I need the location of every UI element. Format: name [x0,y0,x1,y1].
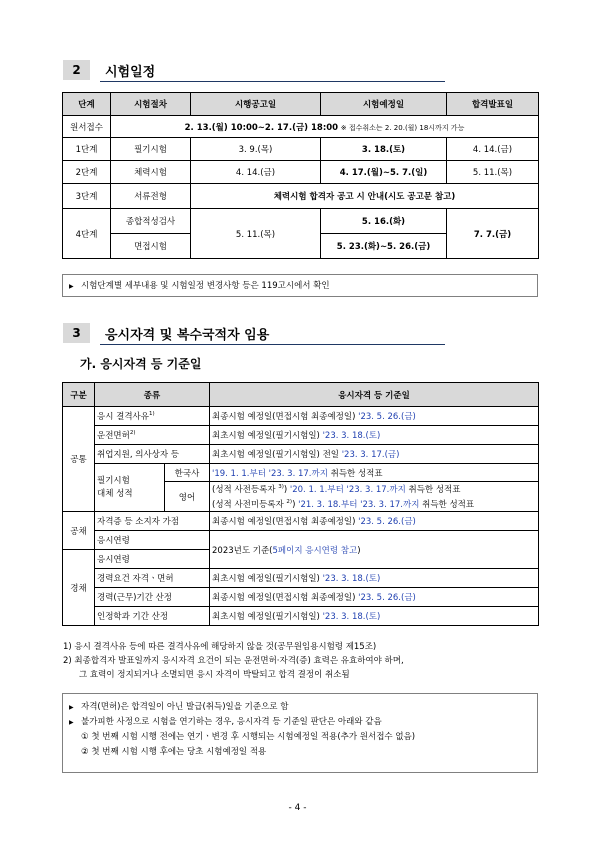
triangle-right-icon: ▶ [69,704,74,711]
base-text: ) [283,485,290,496]
base-text: 2023년도 기준( [212,545,273,556]
result-date: 5. 11.(목) [447,161,539,184]
exam-date: 3. 18.(토) [321,138,447,161]
footnote-ref: 2) [129,430,136,437]
category-open: 공채 [63,512,95,550]
note-item [69,715,415,730]
footnote-ref: 2) [286,498,293,505]
footnote-2: 2) 최종합격자 발표일까지 응시자격 요건이 되는 운전면허·자격(증) 효력은 유효하여야 하며, [63,656,404,666]
base-date: '23. 3. 18.(토) [322,612,381,622]
kind-cell [95,426,210,445]
triangle-right-icon: ▶ [69,283,74,290]
base-date: '20. 1. 1.부터 '23. 3. 17.까지 [289,485,406,496]
subkind-english: 영어 [165,482,210,512]
application-cancel-note: ※ 접수취소는 2. 20.(월) 18시까지 가능 [340,123,465,132]
schedule-note-box [62,274,538,297]
exam-date: 5. 16.(화) [321,209,447,234]
base-date-cell [210,497,539,512]
base-date-cell [210,426,539,445]
notice-date: 5. 11.(목) [191,209,321,259]
subsection-title: 가. 응시자격 등 기준일 [80,357,202,371]
base-text: ) [292,499,299,510]
notice-date: 3. 9.(목) [191,138,321,161]
category-common: 공통 [63,407,95,512]
eligibility-notes-box [62,693,538,773]
base-text: 취득한 성적표 [419,499,475,510]
kind-label: 필기시험 [97,475,130,486]
stage-cell: 2단계 [63,161,111,184]
base-date: '23. 5. 26.(금) [358,412,416,422]
eligibility-table [62,382,539,626]
document-screening-note: 체력시험 합격자 공고 시 안내(시도 공고문 참고) [191,184,539,209]
kind-cell: 인정학과 기간 산정 [95,607,210,626]
section-2-header [63,60,445,82]
age-reference: 5페이지 응시연령 참고 [272,545,358,556]
base-text: 최초시험 예정일(필기시험일) [212,574,323,584]
footnote-1: 1) 응시 결격사유 등에 따른 결격사유에 해당하지 않을 것(공무원임용시험령 제15조) [63,642,377,652]
base-date: '23. 3. 17.(금) [341,450,400,460]
base-date-cell [210,482,539,497]
base-date: '19. 1. 1.부터 '23. 3. 17.까지 [212,468,328,479]
section-rule [100,344,445,345]
note-text: 자격(면허)은 합격일이 아닌 발급(취득)일을 기준으로 함 [81,702,289,712]
base-text: 최종시험 예정일(면접시험 최종예정일) [212,517,359,527]
note-item [69,700,415,715]
procedure-cell: 종합적성검사 [111,209,191,234]
base-text: 취득한 성적표 [405,485,461,496]
category-career: 경채 [63,550,95,626]
kind-cell: 응시연령 [95,531,210,550]
section-title: 시험일정 [105,65,156,80]
base-text: 최초시험 예정일(필기시험일) [212,612,323,622]
kind-label: 응시 결격사유 [97,412,149,422]
base-text: (성적 사전미등록자 [212,499,287,510]
base-date-cell [210,512,539,531]
age-base-cell [210,531,539,569]
base-text: 취득한 성적표 [327,468,383,479]
base-text: 최종시험 예정일(면접시험 최종예정일) [212,593,359,603]
application-dates: 2. 13.(월) 10:00∼2. 17.(금) 18:00 [184,122,339,133]
col-header: 시험절차 [111,93,191,116]
col-header: 합격발표일 [447,93,539,116]
exam-date: 5. 23.(화)∼5. 26.(금) [321,234,447,259]
base-date: '23. 3. 18.(토) [322,431,381,441]
kind-label: 운전면허 [97,431,130,441]
kind-cell-alt-score [95,464,165,512]
section-3-header [63,323,445,345]
footnote-ref: 3) [278,484,284,491]
col-header: 시행공고일 [191,93,321,116]
procedure-cell: 면접시험 [111,234,191,259]
result-date: 4. 14.(금) [447,138,539,161]
kind-cell: 경력(근무)기간 산정 [95,588,210,607]
section-number: 3 [63,323,90,343]
subkind-korean-history: 한국사 [165,464,210,482]
stage-cell: 원서접수 [63,116,111,138]
base-date-cell [210,464,539,482]
base-date: '23. 3. 18.(토) [322,574,381,584]
base-text: (성적 사전등록자 [212,485,279,496]
schedule-table [62,92,539,259]
procedure-cell: 필기시험 [111,138,191,161]
base-date: '23. 5. 26.(금) [358,517,416,527]
col-header: 시험예정일 [321,93,447,116]
kind-label: 대체 성적 [97,488,133,499]
triangle-right-icon: ▶ [69,719,74,726]
stage-cell: 3단계 [63,184,111,209]
base-date-cell [210,607,539,626]
stage-cell: 1단계 [63,138,111,161]
procedure-cell: 체력시험 [111,161,191,184]
base-text: 최초시험 예정일(필기시험일) 전일 [212,450,342,460]
kind-cell: 취업지원, 의사상자 등 [95,445,210,464]
footnote-2-cont: 그 효력이 정지되거나 소멸되면 응시 자격이 박탈되고 합격 결정이 취소됨 [79,670,350,680]
col-header: 구분 [63,383,95,407]
section-number: 2 [63,60,90,80]
base-text: ) [357,545,361,556]
base-date-cell [210,569,539,588]
result-date: 7. 7.(금) [447,209,539,259]
section-rule [100,81,445,82]
footnote-ref: 1) [148,411,155,418]
section-title: 응시자격 및 복수국적자 임용 [105,328,270,343]
col-header: 종류 [95,383,210,407]
note-subitem: ① 첫 번째 시험 시행 전에는 연기ㆍ변경 후 시행되는 시험예정일 적용(추가 원서접수 없음) [81,732,416,742]
base-text: 최초시험 예정일(필기시험일) [212,431,323,441]
application-period [111,116,539,138]
schedule-note-text: 시험단계별 세부내용 및 시험일정 변경사항 등은 119고시에서 확인 [81,281,330,291]
base-text: 최종시험 예정일(면접시험 최종예정일) [212,412,359,422]
notice-date: 4. 14.(금) [191,161,321,184]
base-date: '23. 5. 26.(금) [358,593,416,603]
base-date-cell [210,588,539,607]
base-date: '21. 3. 18.부터 '23. 3. 17.까지 [298,499,420,510]
exam-date: 4. 17.(월)∼5. 7.(일) [321,161,447,184]
stage-cell: 4단계 [63,209,111,259]
col-header: 응시자격 등 기준일 [210,383,539,407]
col-header: 단계 [63,93,111,116]
base-date-cell [210,407,539,426]
note-subitem: ② 첫 번째 시험 시행 후에는 당초 시험예정일 적용 [81,747,267,757]
base-date-cell [210,445,539,464]
note-text: 불가피한 사정으로 시험을 연기하는 경우, 응시자격 등 기준일 판단은 아래와 같음 [81,717,382,727]
kind-cell [95,407,210,426]
page-number: - 4 - [288,803,307,813]
kind-cell: 응시연령 [95,550,210,569]
procedure-cell: 서류전형 [111,184,191,209]
footnotes [63,640,538,682]
kind-cell: 경력요건 자격ㆍ면허 [95,569,210,588]
kind-cell: 자격증 등 소지자 가점 [95,512,210,531]
